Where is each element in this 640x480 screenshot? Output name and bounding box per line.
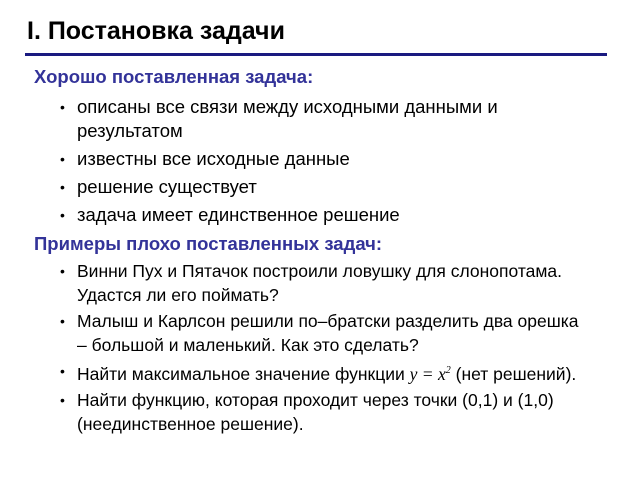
item-text: Найти максимальное значение функции	[77, 363, 410, 384]
item-text: задача имеет единственное решение	[77, 204, 400, 225]
item-text: Найти функцию, которая проходит через точки (0,1) и (1,0) (неединственное решение).	[77, 389, 554, 434]
good-task-heading: Хорошо поставленная задача:	[34, 66, 314, 87]
list-item	[58, 147, 568, 171]
slide-title: I. Постановка задачи	[27, 17, 285, 45]
formula-base: y = x	[409, 363, 446, 384]
bullet-icon: •	[60, 179, 65, 195]
bullet-icon: •	[60, 313, 65, 329]
formula-exponent: 2	[445, 365, 451, 376]
bad-task-heading: Примеры плохо поставленных задач:	[34, 233, 383, 254]
bullet-icon: •	[60, 263, 65, 279]
good-task-list	[58, 95, 568, 231]
title-divider	[25, 53, 607, 56]
item-text: Малыш и Карлсон решили по–братски разделить два орешка – большой и маленький. Как это сделать?	[77, 311, 579, 355]
item-text: (нет решений).	[450, 363, 577, 384]
list-item	[58, 388, 593, 436]
bullet-icon: •	[60, 151, 65, 167]
list-item	[58, 309, 593, 357]
list-item	[58, 95, 568, 143]
bullet-icon: •	[60, 207, 65, 223]
bullet-icon: •	[60, 391, 65, 408]
list-item	[58, 175, 568, 199]
list-item	[58, 203, 568, 227]
list-item	[58, 359, 593, 386]
item-text: известны все исходные данные	[77, 148, 350, 169]
list-item	[58, 259, 593, 307]
item-text: решение существует	[77, 176, 257, 197]
item-text: описаны все связи между исходными данными и результатом	[77, 96, 498, 141]
formula	[410, 364, 451, 384]
item-text: Винни Пух и Пятачок построили ловушку для слонопотама. Удастся ли его поймать?	[77, 261, 563, 305]
bullet-icon: •	[60, 99, 65, 115]
bullet-icon: •	[60, 363, 65, 379]
bad-task-list	[58, 259, 593, 438]
